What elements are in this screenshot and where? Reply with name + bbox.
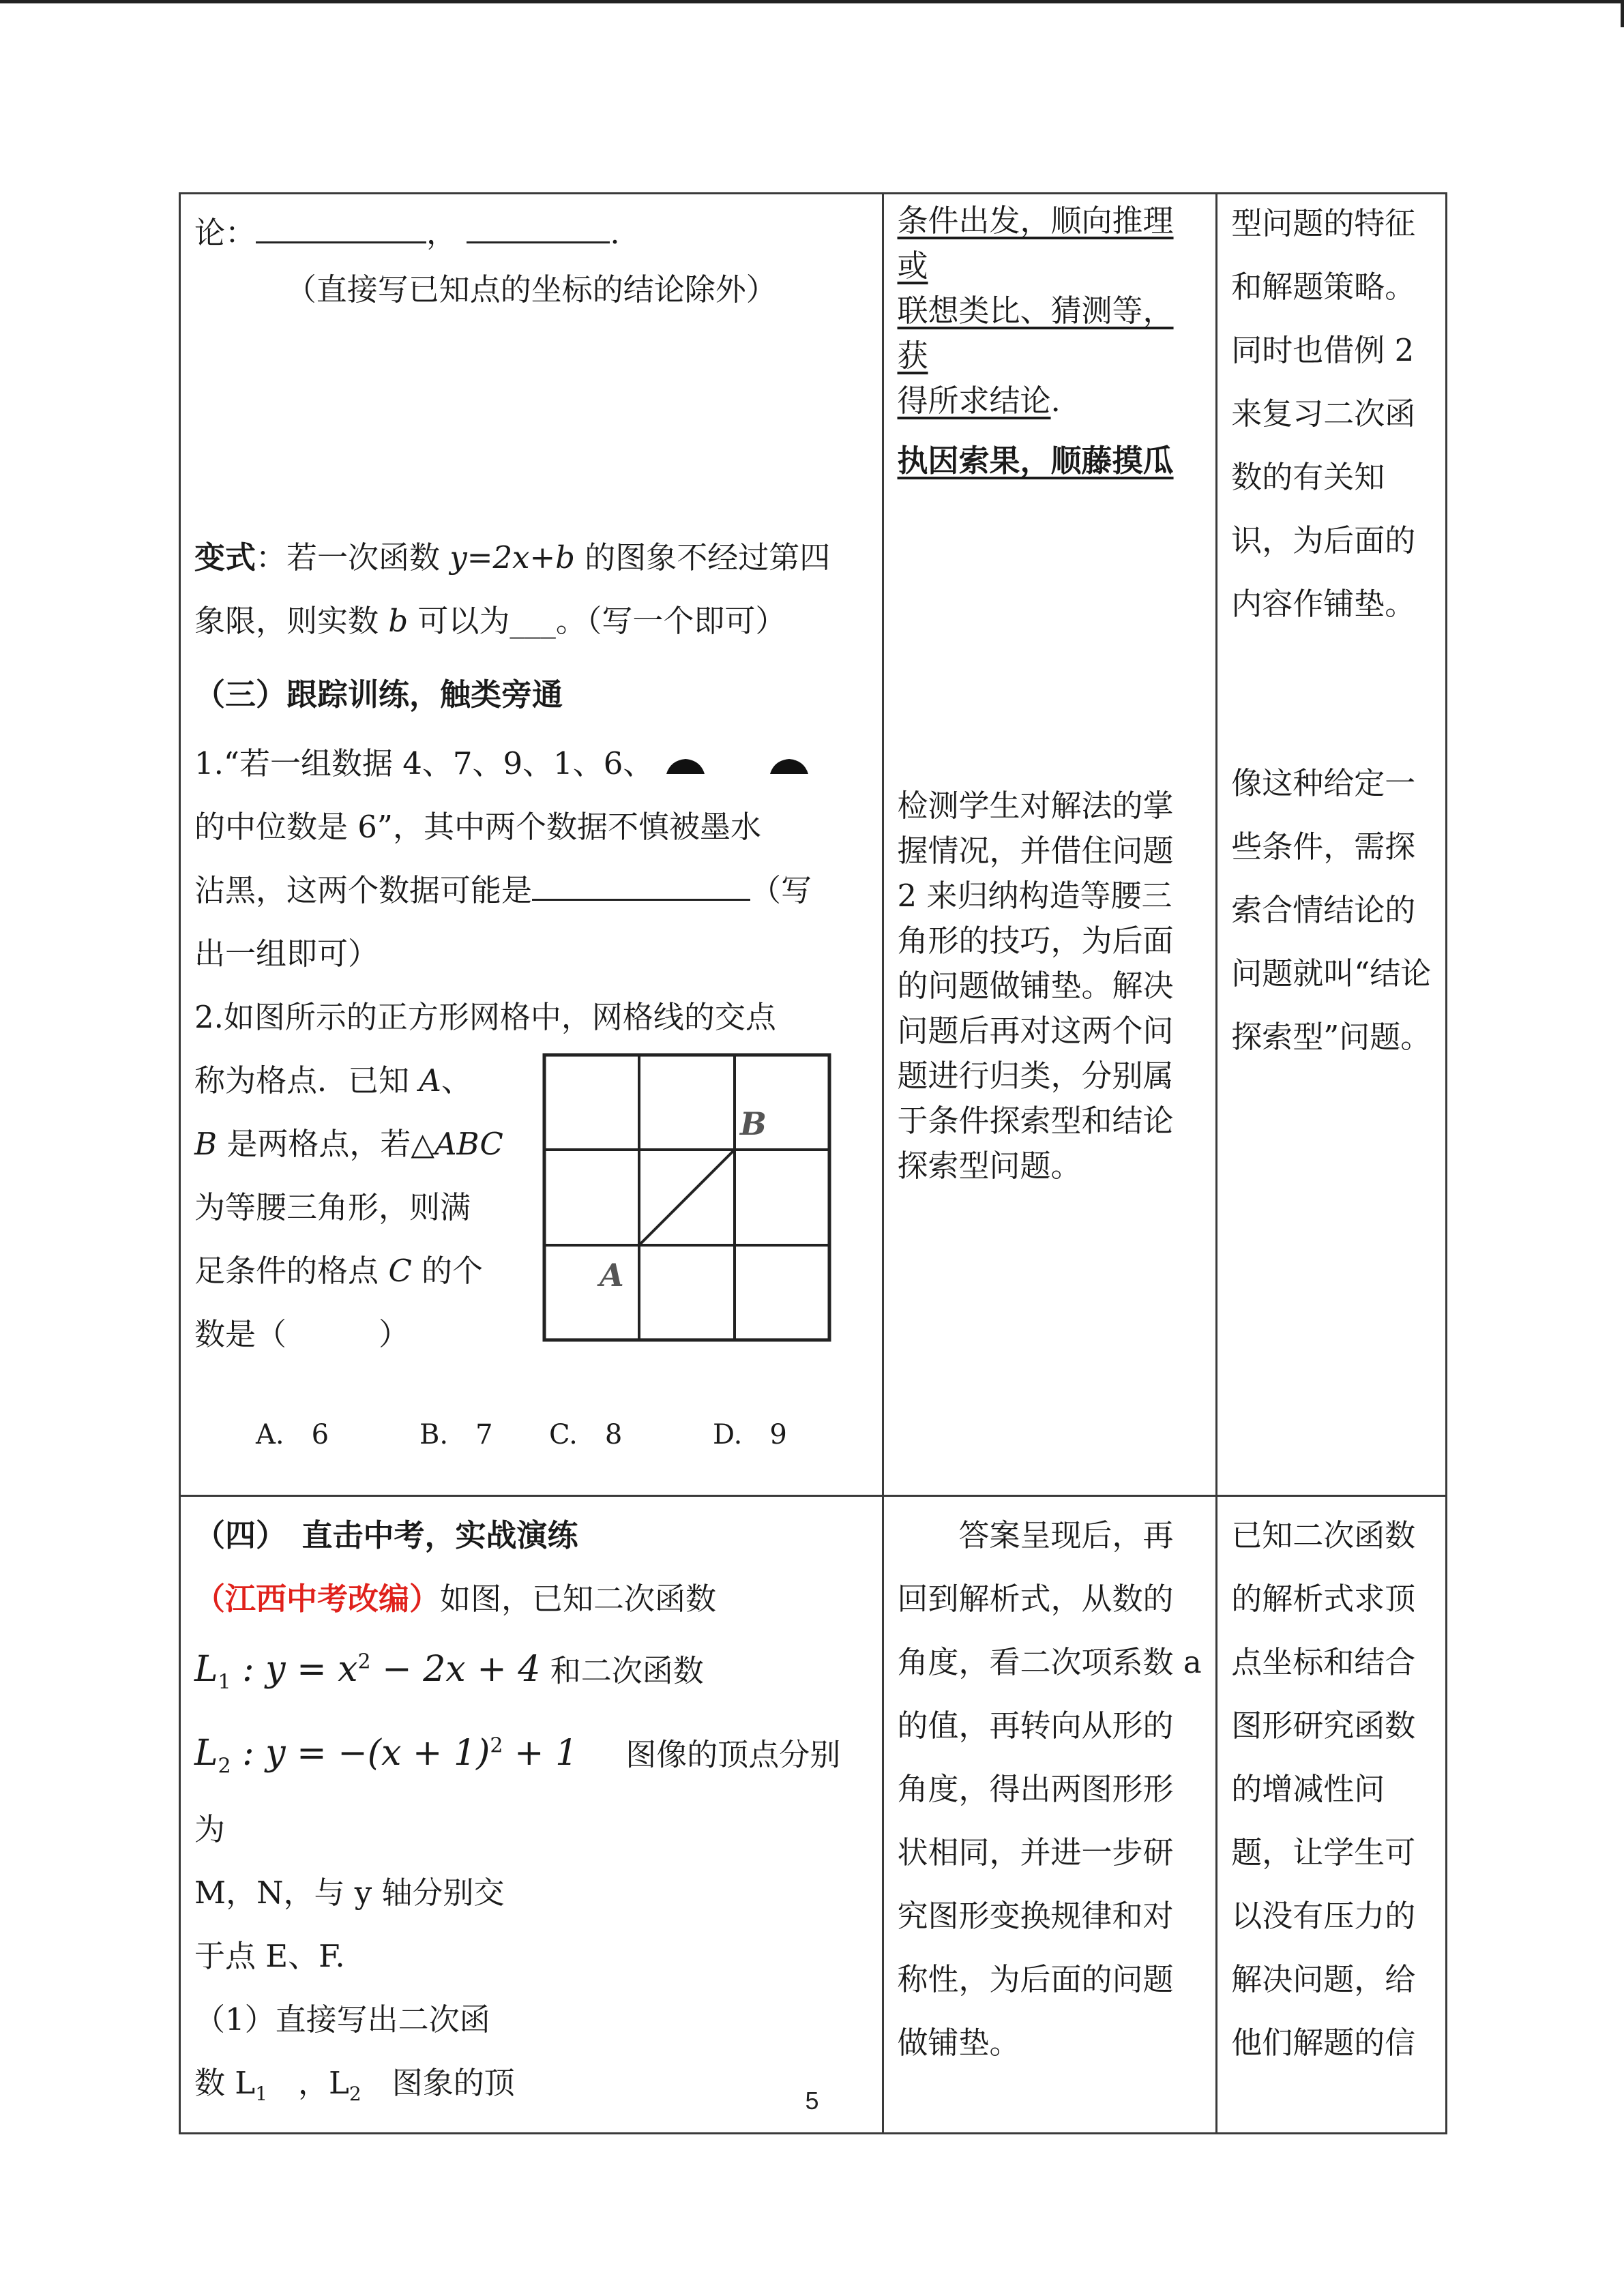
lesson-plan-table [179, 192, 1447, 2134]
part-1-line-1: （1）直接写出二次函 [194, 2001, 490, 2038]
teacher-intent-cell [883, 194, 1217, 1496]
problem-intro: （江西中考改编）如图，已知二次函数 [194, 1581, 717, 1617]
question-1-line-1: 1.“若一组数据 4、7、9、1、6、 [194, 732, 868, 795]
intent-line-3: 得所求结论. [897, 383, 1061, 419]
question-2-line-2: 称为格点．已知 A、 [194, 1062, 472, 1099]
section-4-title: （四） 直击中考，实战演练 [194, 1517, 578, 1553]
ink-blot-icon [767, 756, 811, 777]
answer-blank[interactable] [532, 868, 750, 901]
section-3-title: （三）跟踪训练，触类旁通 [194, 676, 563, 713]
square-grid-figure [542, 1053, 831, 1342]
question-2-line-6: 数是（ ） [194, 1316, 410, 1352]
option-b[interactable]: B. 7 [419, 1419, 493, 1450]
page-number: 5 [805, 2087, 819, 2115]
point-b-label: B [740, 1105, 767, 1142]
page-frame-top [0, 0, 1624, 3]
question-1-line-2: 的中位数是 6”，其中两个数据不慎被墨水 [194, 809, 761, 845]
teacher-intent-cell [883, 1496, 1217, 2134]
question-2-line-5: 足条件的格点 C 的个 [194, 1253, 484, 1289]
question-2-line-3: B 是两格点，若△ABC [194, 1126, 503, 1162]
conclusion-line: 论： ， . [194, 201, 868, 265]
l1-formula: $L_1$ : $y = x^2 - 2x + 4$ [194, 1649, 541, 1695]
intent-line-1: 条件出发，顺向推理或 [897, 203, 1174, 284]
conclusion-note: （直接写已知点的坐标的结论除外） [285, 271, 777, 308]
activity-cell [180, 1496, 883, 2134]
variant-line-1: 变式：若一次函数 y=2x+b 的图象不经过第四 [194, 539, 831, 576]
option-c[interactable]: C. 8 [549, 1419, 623, 1450]
table-row [180, 1496, 1447, 2134]
variant-line-2: 象限，则实数 b 可以为___。（写一个即可） [194, 603, 786, 639]
part-1-line-2: 数 $L_1$ ，$L_2$ 图象的顶 [194, 2065, 515, 2106]
design-note-cell [1217, 1496, 1447, 2134]
page-frame-right [1621, 0, 1624, 27]
ink-blot-icon [664, 756, 707, 777]
option-d[interactable]: D. 9 [713, 1419, 787, 1450]
intent-paragraph-2: 检测学生对解法的掌握情况，并借住问题 2 来归纳构造等腰三角形的技巧，为后面的问题做铺垫。解决问题后再对这两个问题进行归类，分别属于条件探索型和结论探索型问题。 [897, 788, 1174, 1184]
answer-blank[interactable] [256, 211, 426, 243]
function-l1: $L_1$ : $y = x^2 - 2x + 4$ 和二次函数 [194, 1649, 704, 1695]
question-2-block [194, 1049, 868, 1431]
answer-blank[interactable] [467, 211, 610, 243]
design-note-cell [1217, 194, 1447, 1496]
vertices-line: M，N，与 y 轴分别交 [194, 1875, 505, 1911]
question-1-line-3: 沾黑，这两个数据可能是 （写 [194, 859, 868, 922]
l2-formula: $L_2$ : $y = -(x + 1)^2 + 1$ [194, 1733, 578, 1778]
note-paragraph-1: 型问题的特征和解题策略。同时也借例 2 来复习二次函数的有关知识，为后面的内容作铺垫。 [1231, 205, 1416, 622]
intent-paragraph-3: 答案呈现后，再回到解析式，从数的角度，看二次项系数 a 的值，再转向从形的角度，得出两图形形状相同，并进一步研究图形变换规律和对称性，为后面的问题做铺垫。 [897, 1517, 1202, 2061]
table-row [180, 194, 1447, 1496]
activity-cell [180, 194, 883, 1496]
motto: 执因索果，顺藤摸瓜 [897, 443, 1174, 479]
function-l2: $L_2$ : $y = -(x + 1)^2 + 1$ 图像的顶点分别为 [194, 1733, 841, 1848]
point-a-label: A [600, 1257, 624, 1294]
question-2-line-4: 为等腰三角形，则满 [194, 1189, 471, 1225]
intent-line-2: 联想类比、猜测等，获 [897, 293, 1174, 374]
note-paragraph-2: 像这种给定一些条件，需探索合情结论的问题就叫“结论探索型”问题。 [1231, 765, 1432, 1055]
question-1-line-4: 出一组即可） [194, 936, 379, 972]
question-2-line-1: 2.如图所示的正方形网格中，网格线的交点 [194, 999, 776, 1035]
intersections-line: 于点 E、F. [194, 1938, 345, 1975]
option-a[interactable]: A. 6 [256, 1419, 329, 1450]
note-paragraph-3: 已知二次函数的解析式求顶点坐标和结合图形研究函数的增减性问题，让学生可以没有压力的解决问题，给他们解题的信 [1231, 1517, 1416, 2061]
